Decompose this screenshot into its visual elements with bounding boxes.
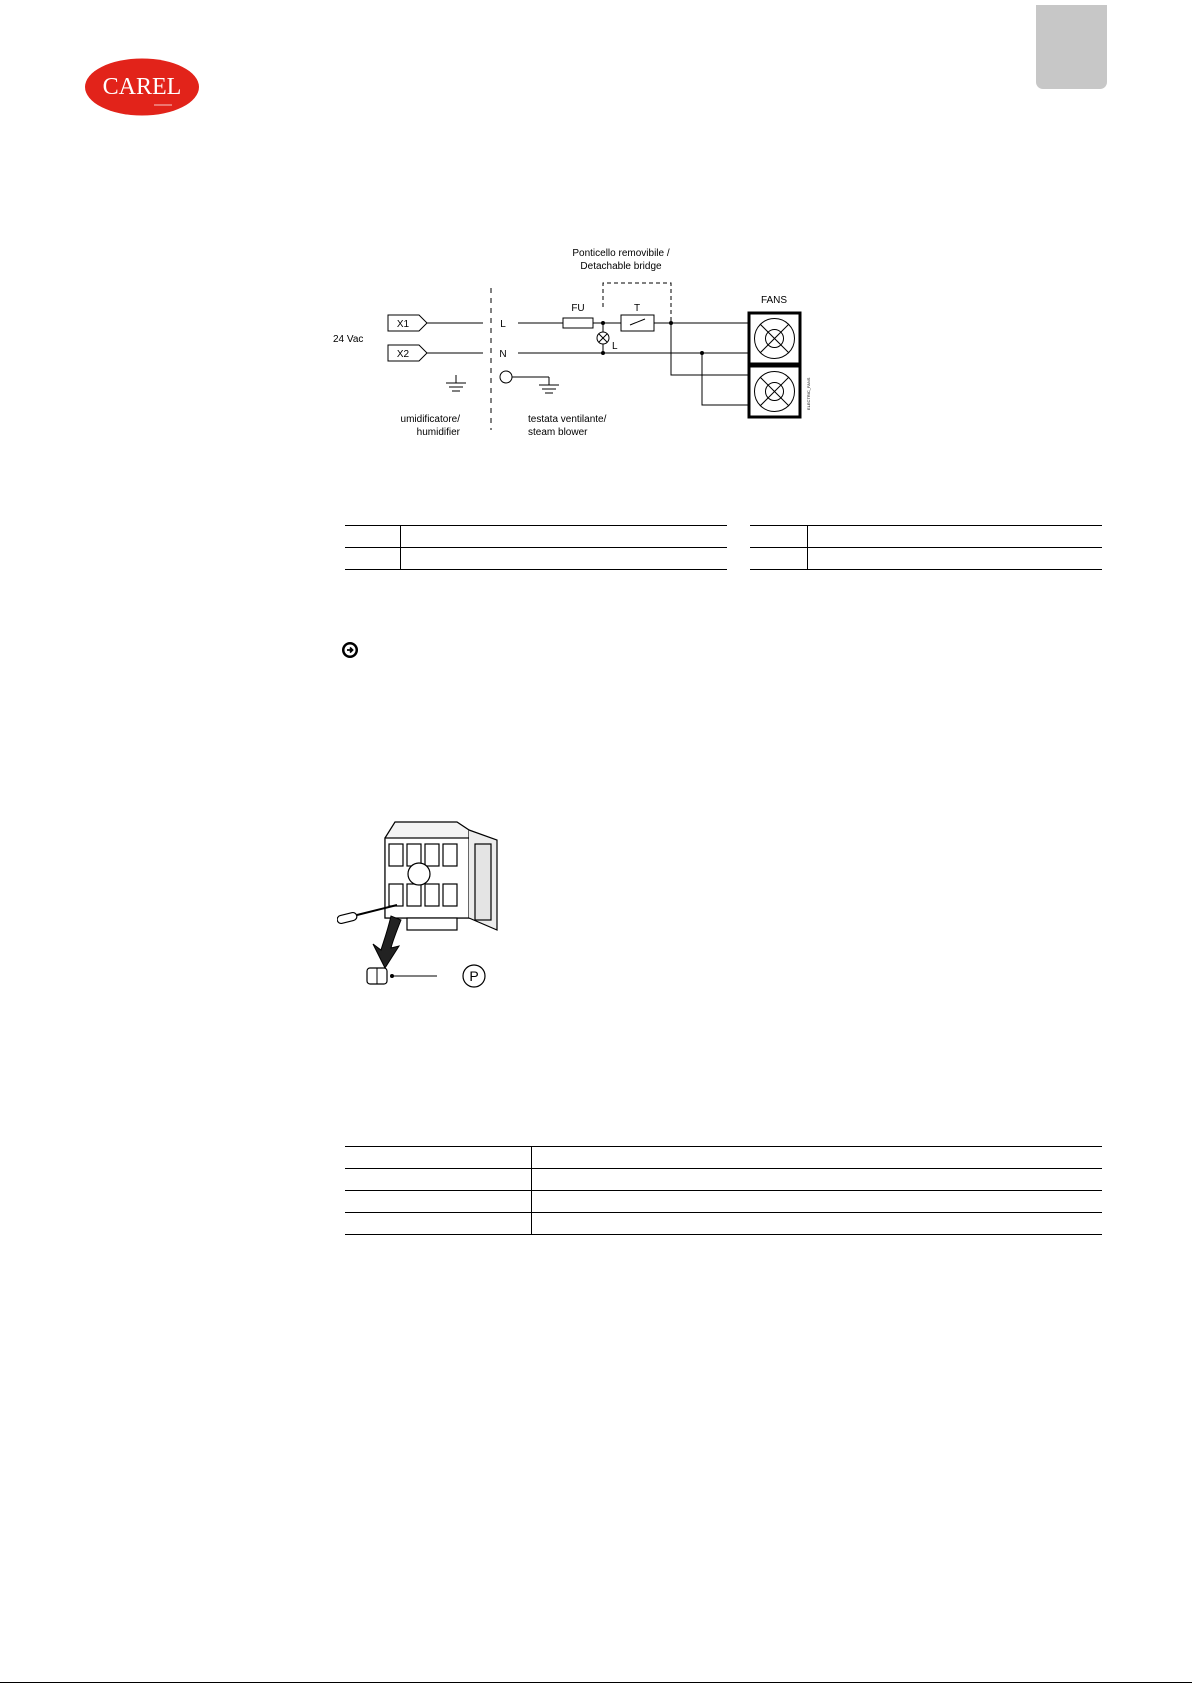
terminal-block-3	[425, 844, 439, 866]
table-cell	[345, 526, 401, 548]
line-l-label: L	[500, 319, 506, 330]
table-cell	[750, 526, 808, 548]
callout-label: P	[469, 968, 479, 984]
terminal-block-5	[389, 884, 403, 906]
table-cell	[808, 526, 1103, 548]
wire-fan2-n	[702, 353, 749, 405]
terminal-x1-label: X1	[396, 319, 410, 330]
junction-fan-n	[700, 351, 704, 355]
table-cell	[345, 1191, 532, 1213]
table-2	[345, 1146, 1102, 1235]
bridge-label-en: Detachable bridge	[580, 261, 662, 272]
bridge-label-it: Ponticello removibile /	[572, 248, 670, 259]
table-cell	[532, 1147, 1103, 1169]
line-n-label: N	[499, 349, 507, 360]
terminal-x2-label: X2	[396, 349, 410, 360]
footer-rule	[0, 1682, 1192, 1683]
fan-wiring-diagram	[333, 245, 818, 445]
fuse-symbol	[563, 318, 593, 328]
thermostat-label: T	[633, 303, 641, 314]
wire-fan2-l	[671, 323, 749, 375]
table-cell	[345, 548, 401, 570]
table-row	[750, 548, 1102, 570]
fan-1	[749, 313, 800, 364]
terminal-block-8	[443, 884, 457, 906]
table-1-right	[750, 525, 1102, 570]
table-row	[345, 1191, 1102, 1213]
contactor-illustration	[337, 818, 535, 990]
humidifier-label-it: umidificatore/	[400, 414, 460, 425]
ground-blower-symbol	[500, 371, 512, 383]
terminal-block-4	[443, 844, 457, 866]
table-cell	[401, 526, 728, 548]
terminal-block-7	[425, 884, 439, 906]
supply-voltage-label: 24 Vac	[333, 334, 364, 345]
fan-2	[749, 366, 800, 417]
table-cell	[345, 1213, 532, 1235]
lamp-label: L	[612, 341, 618, 352]
removal-arrow	[373, 916, 401, 968]
table-cell	[532, 1213, 1103, 1235]
thermostat-switch-blade	[630, 319, 645, 325]
table-cell	[808, 548, 1103, 570]
logo-text: CAREL	[102, 74, 182, 100]
contactor-base	[407, 918, 457, 930]
table-row	[345, 1169, 1102, 1191]
thermostat-switch-box	[621, 315, 654, 331]
arrow-right-icon	[341, 641, 359, 659]
table-row	[345, 548, 727, 570]
table-cell	[532, 1169, 1103, 1191]
table-1-left	[345, 525, 727, 570]
table-cell	[345, 1147, 532, 1169]
fuse-label: FU	[571, 303, 585, 314]
table-cell	[401, 548, 728, 570]
drawing-code: ELECTRIC_FANS	[806, 377, 811, 410]
carel-logo	[84, 58, 200, 116]
junction-fan-l	[669, 321, 673, 325]
blower-label-en: steam blower	[528, 427, 588, 438]
table-row	[345, 1213, 1102, 1235]
table-cell	[532, 1191, 1103, 1213]
fans-label: FANS	[760, 295, 788, 306]
table-cell	[750, 548, 808, 570]
table-row	[345, 1147, 1102, 1169]
terminal-block-6	[407, 884, 421, 906]
table-row	[750, 526, 1102, 548]
terminal-block-1	[389, 844, 403, 866]
blower-label-it: testata ventilante/	[528, 414, 607, 425]
table-row	[345, 526, 727, 548]
language-tab	[1036, 5, 1107, 89]
junction-l	[601, 321, 605, 325]
junction-lamp-n	[601, 351, 605, 355]
auxiliary-module	[475, 844, 491, 920]
table-cell	[345, 1169, 532, 1191]
contactor-button	[408, 863, 430, 885]
humidifier-label-en: humidifier	[416, 427, 460, 438]
